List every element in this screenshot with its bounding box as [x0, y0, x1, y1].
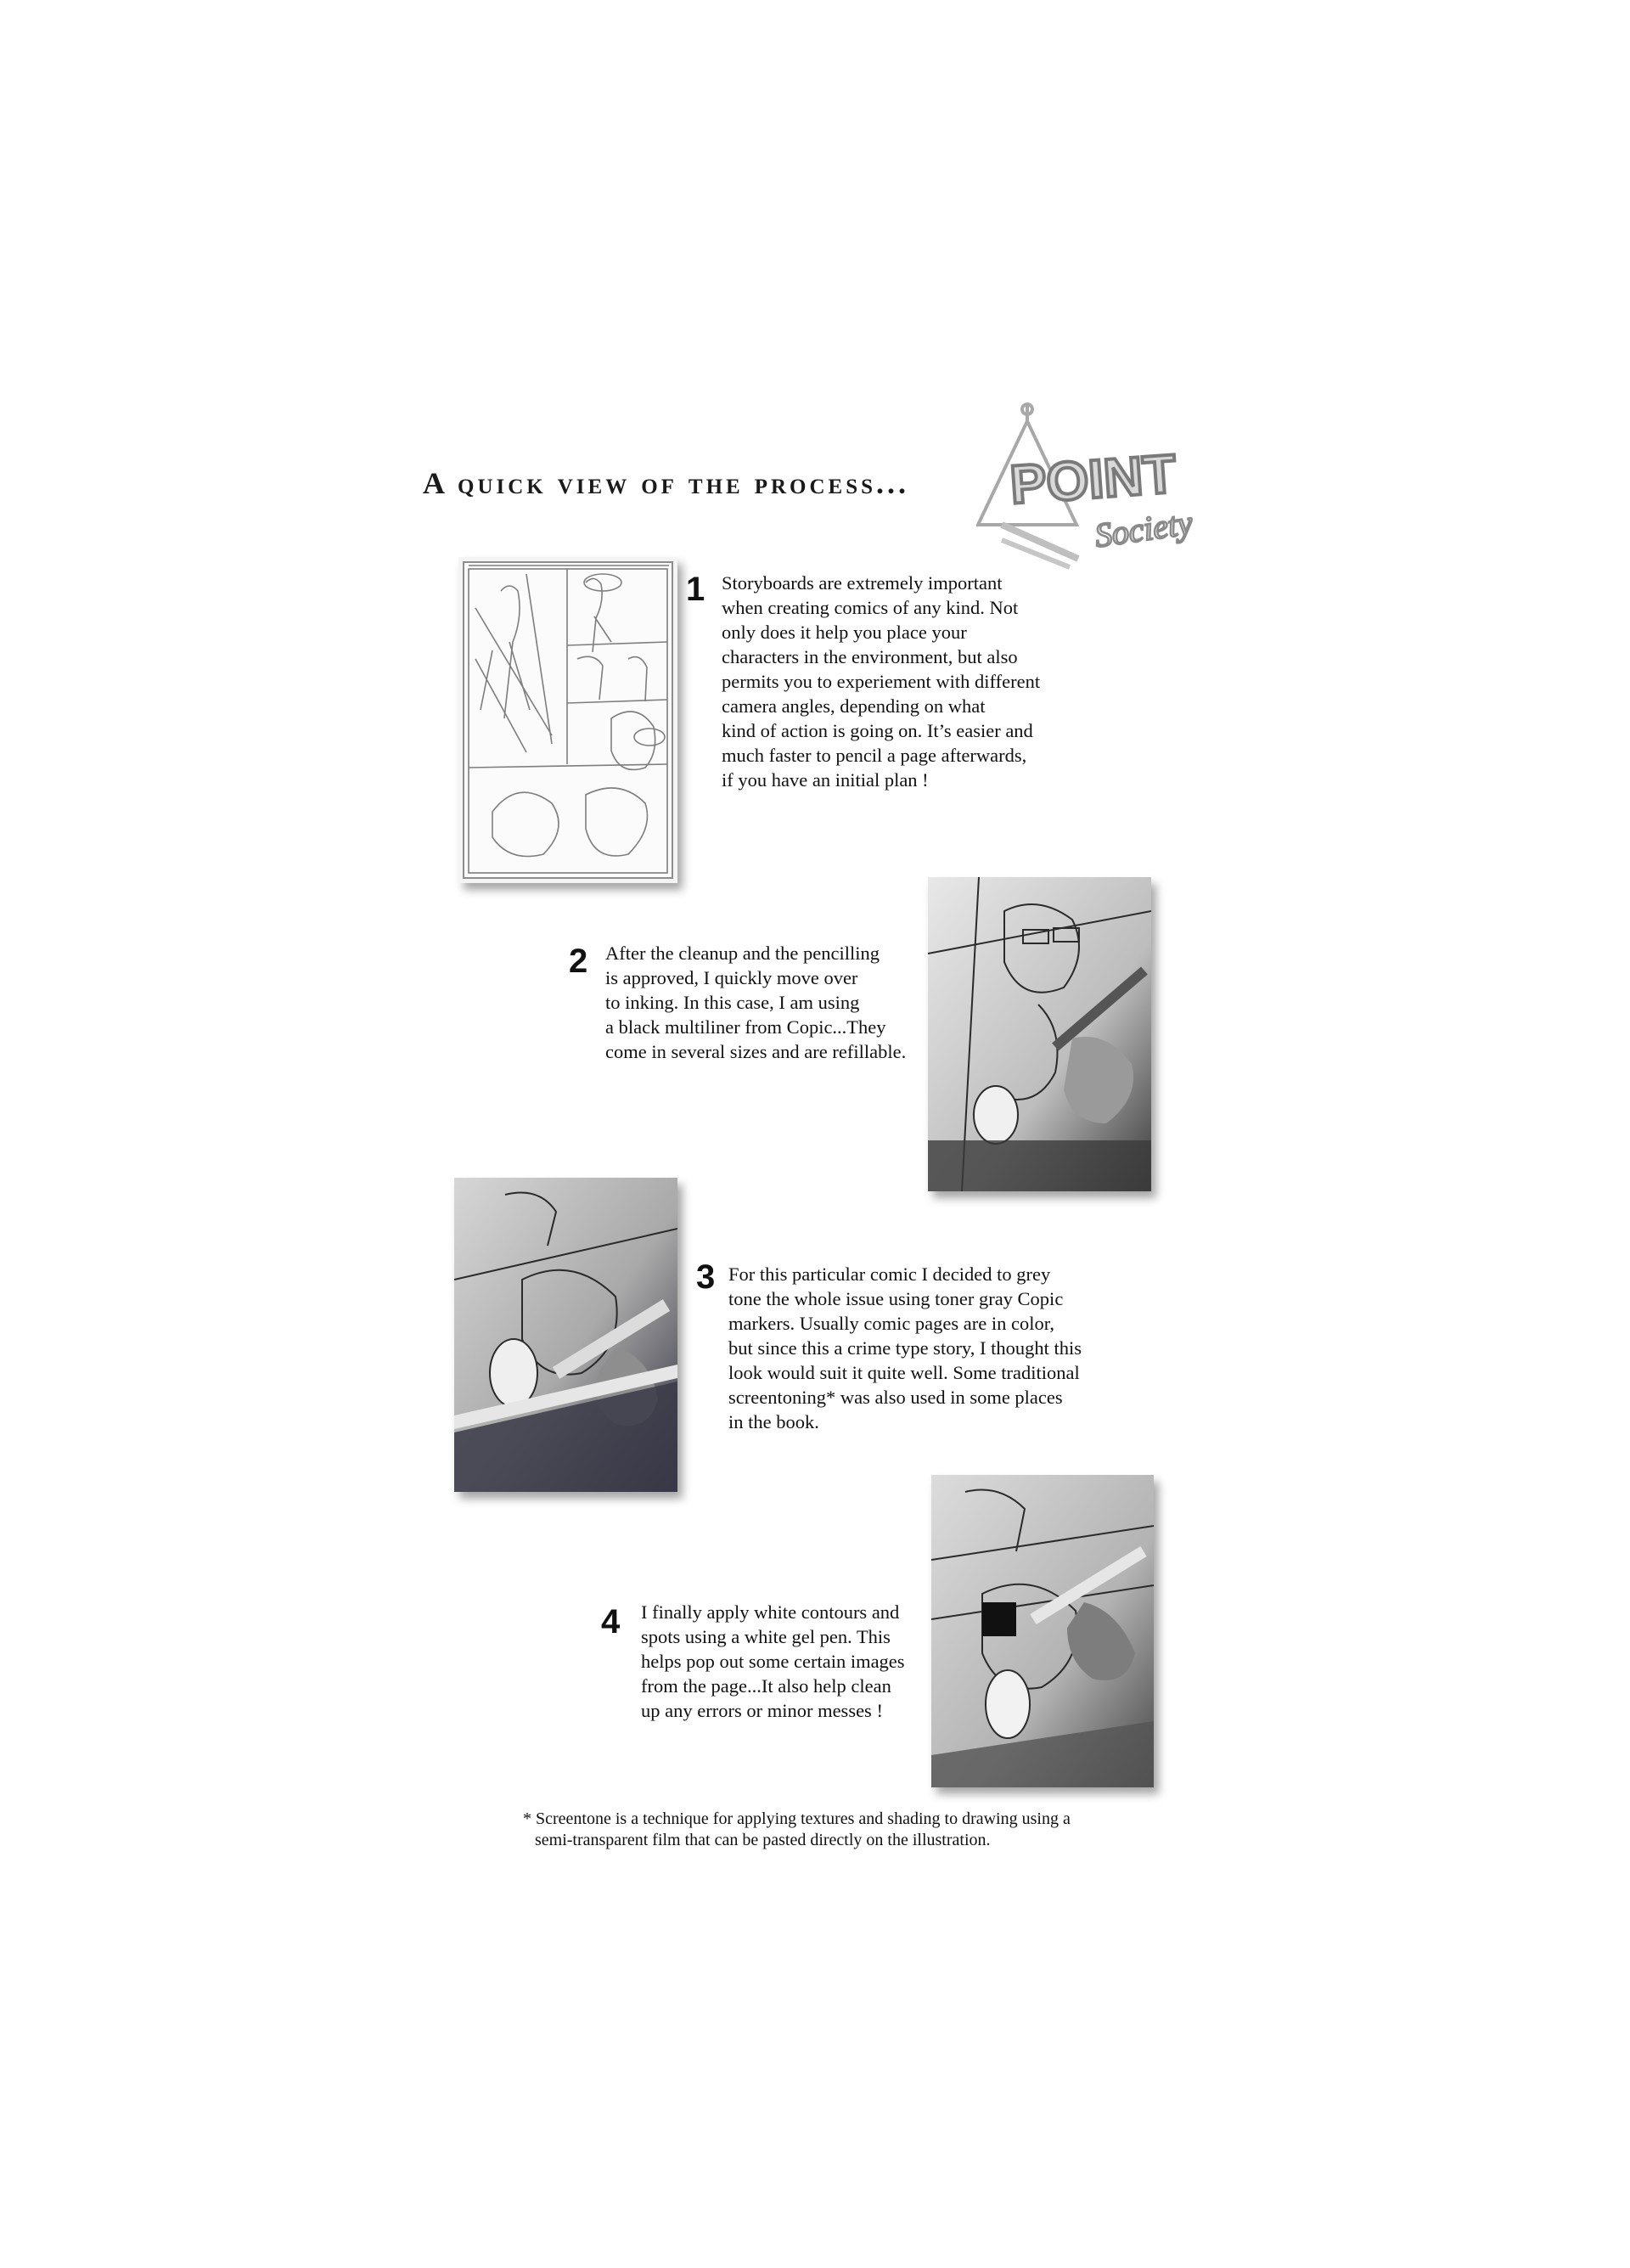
step-1-line: permits you to experiement with different [722, 671, 1041, 692]
storyboard-sketch-photo [458, 557, 677, 883]
inking-graphic [928, 877, 1151, 1191]
step-2-line: a black multiliner from Copic...They [605, 1016, 886, 1038]
step-2-line: to inking. In this case, I am using [605, 992, 860, 1013]
step-3-line: For this particular comic I decided to grey [728, 1263, 1051, 1285]
step-1-line: kind of action is going on. It’s easier and [722, 720, 1033, 741]
step-3-line: but since this a crime type story, I thought this [728, 1337, 1082, 1359]
logo-graphic [976, 397, 1214, 576]
step-text-2 [605, 941, 906, 1064]
step-number-3: 3 [696, 1258, 716, 1296]
step-4-line: I finally apply white contours and [641, 1601, 900, 1623]
step-number-1: 1 [686, 571, 705, 608]
step-1-line: if you have an initial plan ! [722, 769, 929, 791]
step-3-line: screentoning* was also used in some places [728, 1387, 1063, 1408]
white-gel-pen-photo [931, 1475, 1154, 1787]
footnote-line-1: * Screentone is a technique for applying textures and shading to drawing using a [523, 1809, 1071, 1828]
step-2-line: After the cleanup and the pencilling [605, 943, 880, 964]
toning-graphic [454, 1178, 677, 1492]
step-number-4: 4 [601, 1603, 621, 1641]
step-1-line: much faster to pencil a page afterwards, [722, 745, 1027, 766]
toning-photo [454, 1178, 677, 1492]
point-society-logo [976, 397, 1214, 576]
step-3-line: in the book. [728, 1411, 819, 1432]
logo-word-society: Society [1092, 503, 1195, 555]
step-4-line: up any errors or minor messes ! [641, 1700, 883, 1721]
step-1-line: only does it help you place your [722, 622, 967, 643]
screentone-footnote [523, 1809, 1071, 1851]
step-2-line: come in several sizes and are refillable. [605, 1041, 907, 1062]
step-1-line: when creating comics of any kind. Not [722, 597, 1019, 618]
step-1-line: camera angles, depending on what [722, 695, 986, 717]
step-3-line: tone the whole issue using toner gray Copic [728, 1288, 1064, 1309]
step-4-line: from the page...It also help clean [641, 1675, 891, 1697]
step-text-1 [722, 571, 1040, 792]
step-1-line: characters in the environment, but also [722, 646, 1018, 667]
step-3-line: look would suit it quite well. Some traditional [728, 1362, 1080, 1383]
page-title: A quick view of the process... [423, 466, 910, 500]
step-4-line: helps pop out some certain images [641, 1651, 905, 1672]
storyboard-sketch-graphic [458, 557, 677, 883]
logo-word-point: POINT [1008, 442, 1178, 515]
step-text-3 [728, 1262, 1082, 1434]
step-1-line: Storyboards are extremely important [722, 572, 1003, 594]
step-text-4 [641, 1600, 905, 1723]
footnote-line-2: semi-transparent film that can be pasted directly on the illustration. [535, 1831, 991, 1849]
step-4-line: spots using a white gel pen. This [641, 1626, 891, 1647]
step-3-line: markers. Usually comic pages are in color, [728, 1313, 1054, 1334]
inking-photo [928, 877, 1151, 1191]
step-2-line: is approved, I quickly move over [605, 967, 858, 988]
step-number-2: 2 [569, 943, 588, 980]
white-gel-pen-graphic [931, 1475, 1154, 1787]
